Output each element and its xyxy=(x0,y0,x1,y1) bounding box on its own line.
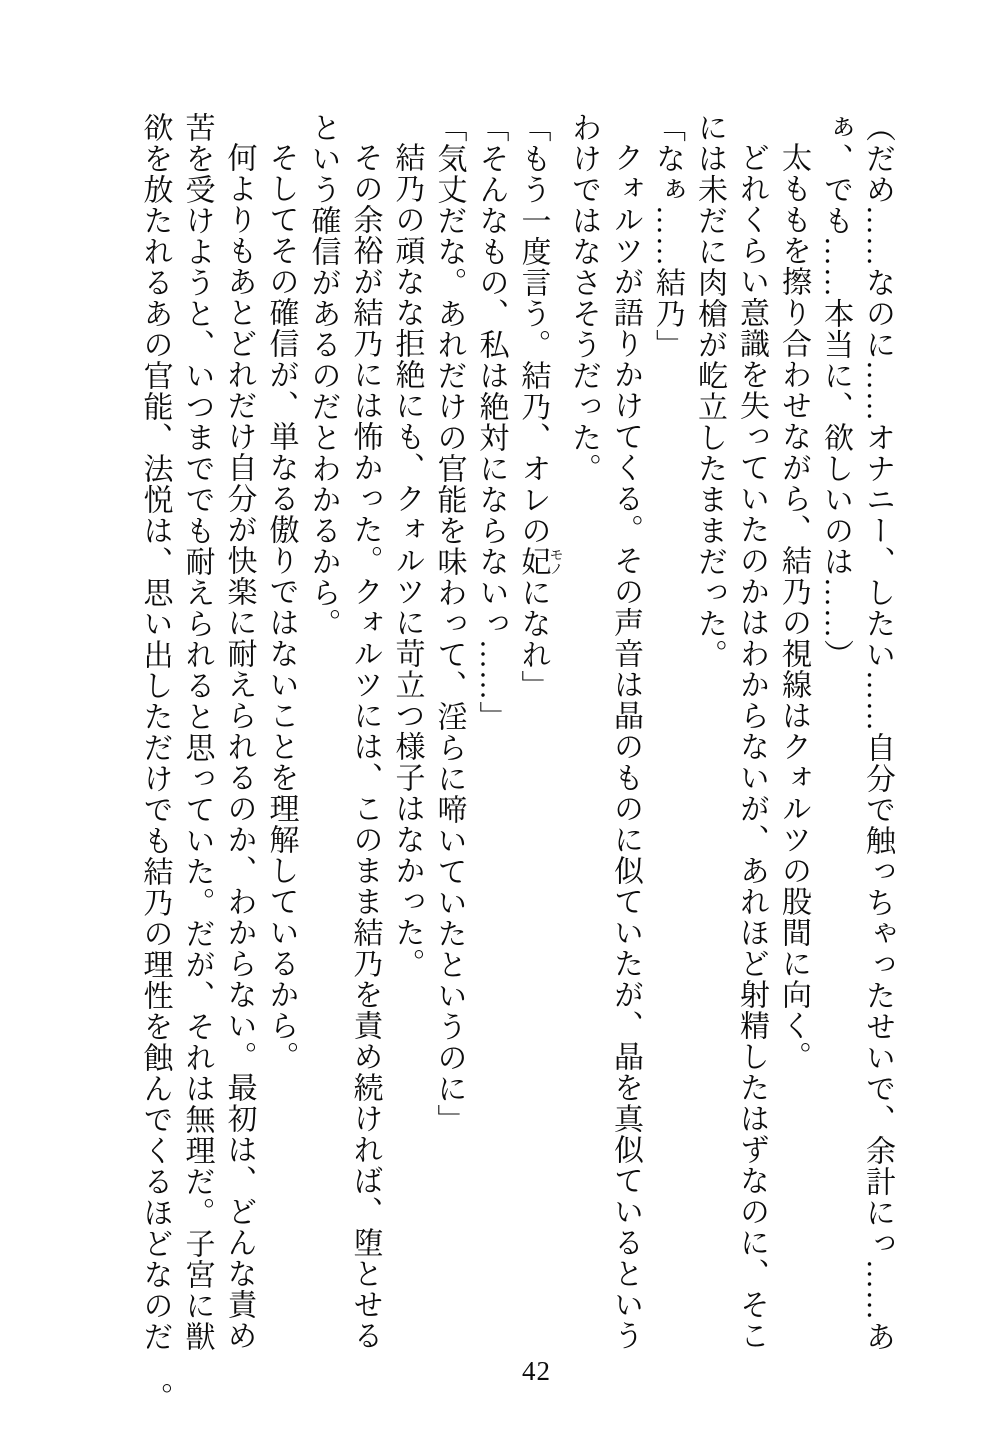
paragraph: 太ももを擦り合わせながら、結乃の視線はクォルツの股間に向く。 xyxy=(777,142,810,1072)
ruby-annotated-word: 妃モノ xyxy=(516,546,563,577)
paragraph: そしてその確信が、単なる傲りではないことを理解しているから。 xyxy=(264,142,298,1072)
paragraph: 「気丈だな。あれだけの官能を味わって、淫らに啼いていたというのに」 xyxy=(432,112,466,1135)
paragraph: どれくらい意識を失っていたのかはわからないが、あれほど射精したはずなのに、そこには未だに肉槍が屹立したままだった。 xyxy=(693,112,768,1351)
paragraph: クォルツが語りかけてくる。その声音は晶のものに似ていたが、晶を真似ているというわけではなさそうだった。 xyxy=(567,112,642,1351)
paragraph: 「なぁ……結乃」 xyxy=(651,112,684,360)
paragraph: （だめ……なのに……オナニー、したい……自分で触っちゃったせいで、余計にっ……あぁ、でも……本当に、欲しいのは……） xyxy=(819,112,894,1352)
paragraph: 「もう一度言う。結乃、オレの妃モノになれ」 xyxy=(516,112,563,701)
paragraph: その余裕が結乃には怖かった。クォルツには、このまま結乃を責め続ければ、堕とせるという確信があるのだとわかるから。 xyxy=(306,112,382,1351)
paragraph: 「そんなもの、私は絶対にならないっ……」 xyxy=(474,112,508,732)
page-number: 42 xyxy=(522,1356,551,1386)
paragraph: 何よりもあとどれだけ自分が快楽に耐えられるのか、わからない。最初は、どんな責め苦を受けようと、いつまででも耐えられると思っていた。だが、それは無理だ。子宮に獣欲を放たれるあの官能、法悦は、思い出しただけでも結乃の理性を蝕んでくるほどなのだ。 xyxy=(138,112,256,1413)
paragraph: 結乃の頑なな拒絶にも、クォルツに苛立つ様子はなかった。 xyxy=(390,142,424,979)
